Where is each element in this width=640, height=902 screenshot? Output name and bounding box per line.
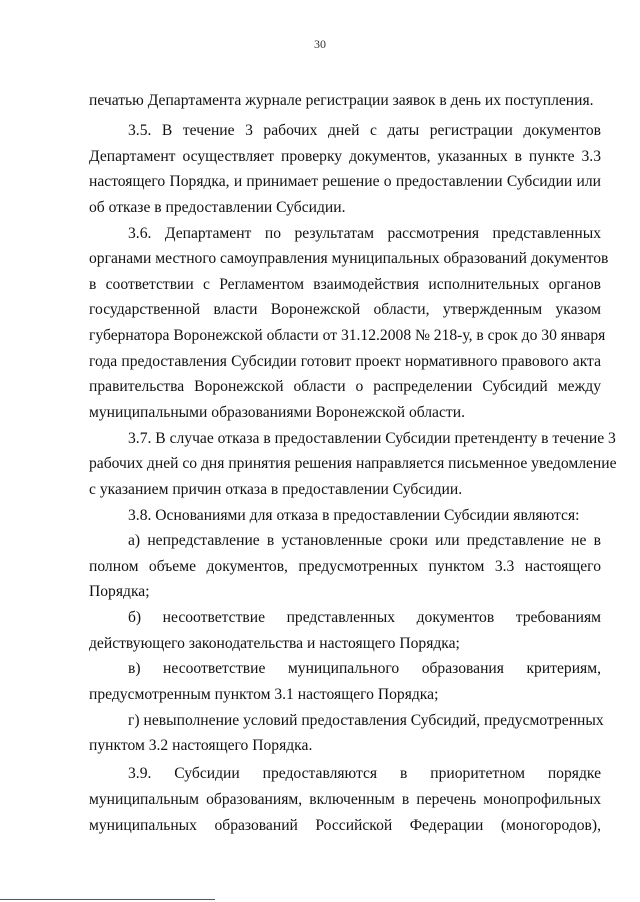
text-line: муниципальных образований Российской Федерации (моногородов),	[89, 817, 601, 834]
text-line: рабочих дней со дня принятия решения направляется письменное уведомление	[89, 455, 617, 472]
text-line: печатью Департамента журнале регистрации заявок в день их поступления.	[89, 92, 594, 109]
text-line: 3.9. Субсидии предоставляются в приоритетном порядке	[128, 765, 601, 782]
text-line: муниципальным образованиям, включенным в перечень монопрофильных	[89, 791, 601, 808]
text-line: 3.8. Основаниями для отказа в предоставлении Субсидии являются:	[128, 507, 580, 524]
text-line: б) несоответствие представленных документов требованиям	[128, 609, 601, 626]
text-line: настоящего Порядка, и принимает решение о предоставлении Субсидии или	[89, 173, 601, 190]
text-line: г) невыполнение условий предоставления Субсидий, предусмотренных	[128, 712, 604, 729]
text-line: правительства Воронежской области о распределении Субсидий между	[89, 378, 601, 395]
page-edge-rule	[0, 899, 215, 900]
text-line: 3.5. В течение 3 рабочих дней с даты регистрации документов	[128, 122, 601, 139]
text-line: полном объеме документов, предусмотренных пунктом 3.3 настоящего	[89, 558, 601, 575]
text-line: предусмотренным пунктом 3.1 настоящего Порядка;	[89, 686, 439, 703]
page-number: 30	[314, 37, 326, 51]
text-line: Порядка;	[89, 583, 150, 600]
text-line: государственной власти Воронежской области, утвержденным указом	[89, 301, 601, 318]
text-line: действующего законодательства и настоящего Порядка;	[89, 635, 460, 652]
text-line: в соответствии с Регламентом взаимодействия исполнительных органов	[89, 276, 601, 293]
text-line: органами местного самоуправления муниципальных образований документов	[89, 250, 609, 267]
text-line: об отказе в предоставлении Субсидии.	[89, 199, 346, 216]
text-line: пунктом 3.2 настоящего Порядка.	[89, 737, 313, 754]
text-line: года предоставления Субсидии готовит проект нормативного правового акта	[89, 353, 601, 370]
text-line: 3.7. В случае отказа в предоставлении Субсидии претенденту в течение 3	[128, 430, 616, 447]
text-line: муниципальными образованиями Воронежской области.	[89, 404, 465, 421]
text-line: 3.6. Департамент по результатам рассмотрения представленных	[128, 225, 601, 242]
text-line: Департамент осуществляет проверку документов, указанных в пункте 3.3	[89, 148, 601, 165]
text-line: губернатора Воронежской области от 31.12.2008 № 218-у, в срок до 30 января	[89, 327, 606, 344]
text-line: с указанием причин отказа в предоставлении Субсидии.	[89, 481, 463, 498]
text-line: а) непредставление в установленные сроки или представление не в	[128, 532, 601, 549]
text-line: в) несоответствие муниципального образования критериям,	[128, 660, 601, 677]
